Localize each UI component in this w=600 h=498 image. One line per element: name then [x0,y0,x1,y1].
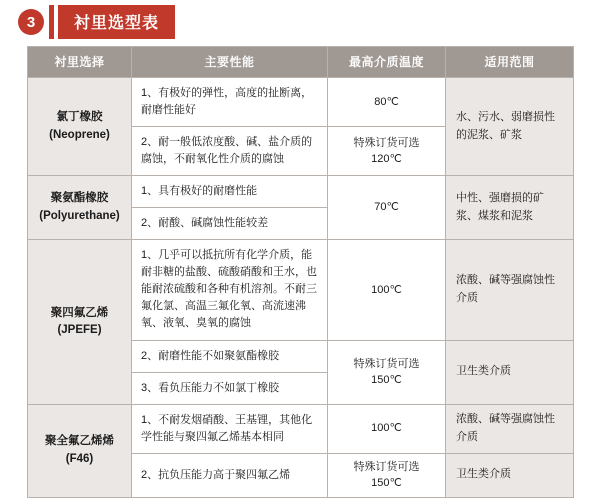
cell-temperature [328,453,446,497]
cell-performance: 1、几乎可以抵抗所有化学介质，能耐非糖的盐酸、硫酸硝酸和王水，也能耐浓硫酸和各种有机溶剂。不耐三氟化氯、高温三氟化氧、高流速沸氧、液氧、臭氧的腐蚀 [132,240,328,340]
column-header-performance: 主要性能 [132,47,328,78]
cell-temperature: 70℃ [328,176,446,240]
category-name-en: (Polyurethane) [39,209,120,222]
table-row [28,78,574,127]
cell-performance: 3、看负压能力不如氯丁橡胶 [132,372,328,404]
table-row [28,176,574,208]
cell-scope: 卫生类介质 [446,453,574,497]
cell-category-fep [28,404,132,497]
cell-category-ptfe [28,240,132,404]
cell-scope: 浓酸、碱等强腐蚀性介质 [446,404,574,453]
temperature-value: 150℃ [371,477,402,490]
cell-performance: 1、不耐发烟硝酸、王基锂，其他化学性能与聚四氟乙烯基本相同 [132,404,328,453]
column-header-max-temp: 最高介质温度 [328,47,446,78]
page-header [0,0,600,44]
column-header-lining: 衬里选择 [28,47,132,78]
cell-temperature [328,340,446,404]
temperature-note: 特殊订货可选 [353,136,420,149]
column-header-scope: 适用范围 [446,47,574,78]
cell-temperature: 100℃ [328,240,446,340]
temperature-value: 120℃ [371,153,402,166]
table-header-row [28,47,574,78]
category-name-en: (Neoprene) [49,128,110,141]
temperature-note: 特殊订货可选 [353,460,420,473]
cell-scope: 中性、强磨损的矿浆、煤浆和泥浆 [446,176,574,240]
table-row [28,404,574,453]
lining-selection-table-container [27,46,573,498]
cell-performance: 2、耐一般低浓度酸、碱、盐介质的腐蚀，不耐氧化性介质的腐蚀 [132,127,328,176]
cell-temperature [328,127,446,176]
table-row [28,240,574,340]
cell-scope: 卫生类介质 [446,340,574,404]
lining-selection-table [27,46,574,498]
cell-category-polyurethane [28,176,132,240]
cell-performance: 2、耐酸、碱腐蚀性能较差 [132,208,328,240]
cell-performance: 1、具有极好的耐磨性能 [132,176,328,208]
temperature-value: 150℃ [371,374,402,387]
category-name-cn: 聚四氟乙烯 [50,306,109,319]
section-number-badge: 3 [18,9,44,35]
category-name-cn: 氯丁橡胶 [56,111,103,124]
category-name-cn: 聚氨酯橡胶 [50,192,109,205]
category-name-cn: 聚全氟乙烯烯 [45,435,114,448]
cell-temperature: 80℃ [328,78,446,127]
temperature-note: 特殊订货可选 [353,357,420,370]
page-title: 衬里选型表 [58,5,175,39]
cell-category-neoprene [28,78,132,176]
category-name-en: (F46) [65,452,94,465]
cell-scope: 水、污水、弱磨损性的泥浆、矿浆 [446,78,574,176]
cell-scope: 浓酸、碱等强腐蚀性介质 [446,240,574,340]
cell-performance: 1、有极好的弹性，高度的扯断离，耐磨性能好 [132,78,328,127]
cell-temperature: 100℃ [328,404,446,453]
cell-performance: 2、抗负压能力高于聚四氟乙烯 [132,453,328,497]
cell-performance: 2、耐磨性能不如聚氨酯橡胶 [132,340,328,372]
category-name-en: (JPEFE) [57,323,102,336]
